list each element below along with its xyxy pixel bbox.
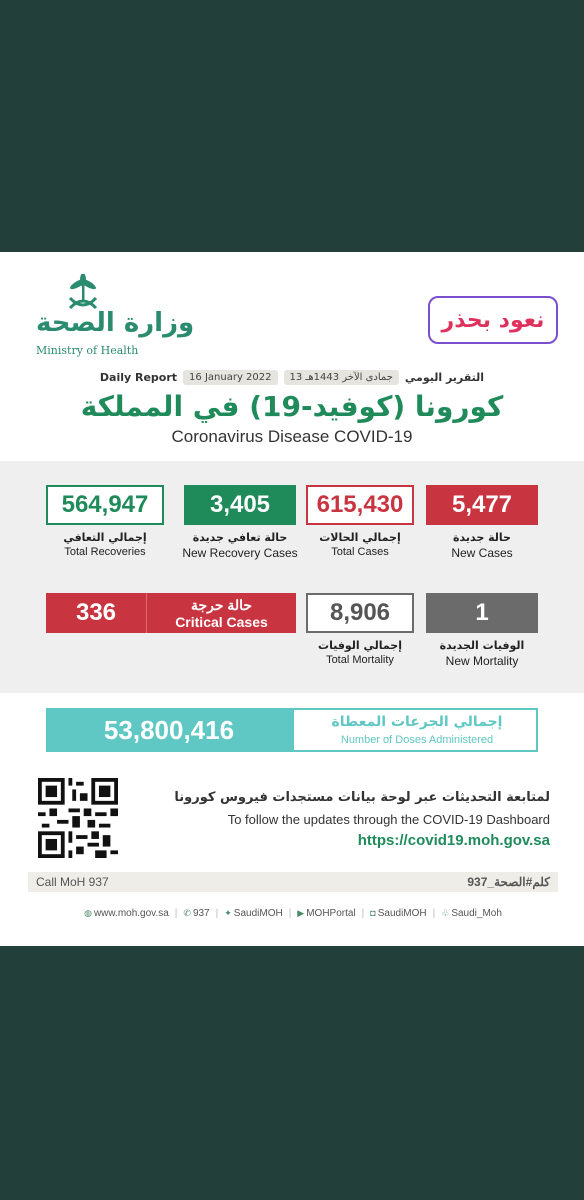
total-recoveries-label-en: Total Recoveries — [64, 546, 146, 558]
follow-text-ar: لمتابعة التحديثات عبر لوحة بيانات مستجدات فيروس كورونا — [174, 790, 550, 805]
hijri-date: 13 جمادى الآخر 1443هـ — [284, 370, 399, 385]
doses-label-en: Number of Doses Administered — [340, 734, 494, 746]
new-mortality-value: 1 — [426, 593, 538, 633]
ministry-name-en: Ministry of Health — [36, 344, 139, 357]
total-mortality-label-ar: إجمالي الوفيات — [318, 639, 402, 652]
footer-instagram[interactable] — [370, 908, 426, 919]
report-label-en: Daily Report — [99, 371, 178, 384]
new-cases-value: 5,477 — [426, 485, 538, 525]
total-mortality-value: 8,906 — [306, 593, 414, 633]
report-label-ar: التقرير اليومي — [404, 371, 485, 384]
doses-value: 53,800,416 — [46, 708, 292, 752]
footer-links — [28, 908, 558, 919]
stats-panel — [0, 461, 584, 693]
footer-youtube-label: MOHPortal — [306, 908, 356, 919]
total-recoveries-value: 564,947 — [46, 485, 164, 525]
follow-text-en: To follow the updates through the COVID-19 Dashboard — [227, 812, 550, 827]
total-cases-label-ar: إجمالي الحالات — [319, 531, 401, 544]
call-moh-ar[interactable]: كلم#الصحة_937 — [467, 875, 550, 889]
call-bar — [28, 872, 558, 892]
total-cases-value: 615,430 — [306, 485, 414, 525]
footer-phone-label: 937 — [192, 908, 210, 919]
footer-divider: | — [432, 908, 436, 919]
globe-icon: ◍ — [84, 908, 92, 918]
footer-phone[interactable] — [183, 908, 209, 919]
doses-label-ar: إجمالي الجرعات المعطاة — [331, 714, 503, 730]
critical-label-en: Critical Cases — [175, 613, 268, 630]
doses-label-box — [292, 708, 538, 752]
footer-twitter-label: SaudiMOH — [233, 908, 283, 919]
total-recoveries-label-ar: إجمالي التعافي — [63, 531, 147, 544]
qr-code-icon[interactable] — [38, 778, 118, 858]
title-en: Coronavirus Disease COVID-19 — [171, 427, 413, 446]
youtube-icon: ▶ — [297, 908, 305, 918]
dashboard-link[interactable]: https://covid19.moh.gov.sa — [357, 832, 550, 849]
footer-web[interactable] — [84, 908, 169, 919]
gregorian-date: 16 January 2022 — [183, 370, 277, 385]
footer-twitter[interactable] — [224, 908, 282, 919]
ministry-name-ar: وزارة الصحة — [36, 308, 195, 338]
footer-youtube[interactable] — [297, 908, 355, 919]
report-line — [0, 370, 584, 385]
total-mortality-label-en: Total Mortality — [326, 654, 394, 666]
phone-icon: ✆ — [183, 908, 191, 918]
campaign-logo: نعود بحذر — [428, 296, 558, 344]
footer-divider: | — [361, 908, 365, 919]
twitter-icon: ✦ — [224, 908, 232, 918]
new-recovery-value: 3,405 — [184, 485, 296, 525]
call-moh-en[interactable]: Call MoH 937 — [36, 875, 109, 889]
instagram-icon: ◘ — [370, 908, 376, 918]
footer-divider: | — [288, 908, 292, 919]
critical-value: 336 — [46, 593, 146, 633]
new-recovery-label-ar: حالة تعافي جديدة — [192, 531, 288, 544]
new-mortality-label-en: New Mortality — [445, 654, 519, 668]
critical-label-box — [146, 593, 296, 633]
new-cases-label-en: New Cases — [451, 546, 513, 560]
critical-label-ar: حالة حرجة — [190, 596, 253, 613]
new-mortality-label-ar: الوفيات الجديدة — [439, 639, 525, 652]
footer-web-label: www.moh.gov.sa — [93, 908, 169, 919]
footer-snapchat[interactable] — [441, 908, 502, 919]
snapchat-icon: ♧ — [441, 908, 450, 918]
new-cases-label-ar: حالة جديدة — [453, 531, 511, 544]
title-ar: كورونا (كوفيد-19) في المملكة — [80, 390, 504, 423]
footer-divider: | — [215, 908, 219, 919]
footer-snapchat-label: Saudi_Moh — [451, 908, 502, 919]
footer-instagram-label: SaudiMOH — [377, 908, 427, 919]
infographic-card — [0, 252, 584, 946]
total-cases-label-en: Total Cases — [331, 546, 389, 558]
new-recovery-label-en: New Recovery Cases — [182, 546, 298, 560]
footer-divider: | — [174, 908, 178, 919]
